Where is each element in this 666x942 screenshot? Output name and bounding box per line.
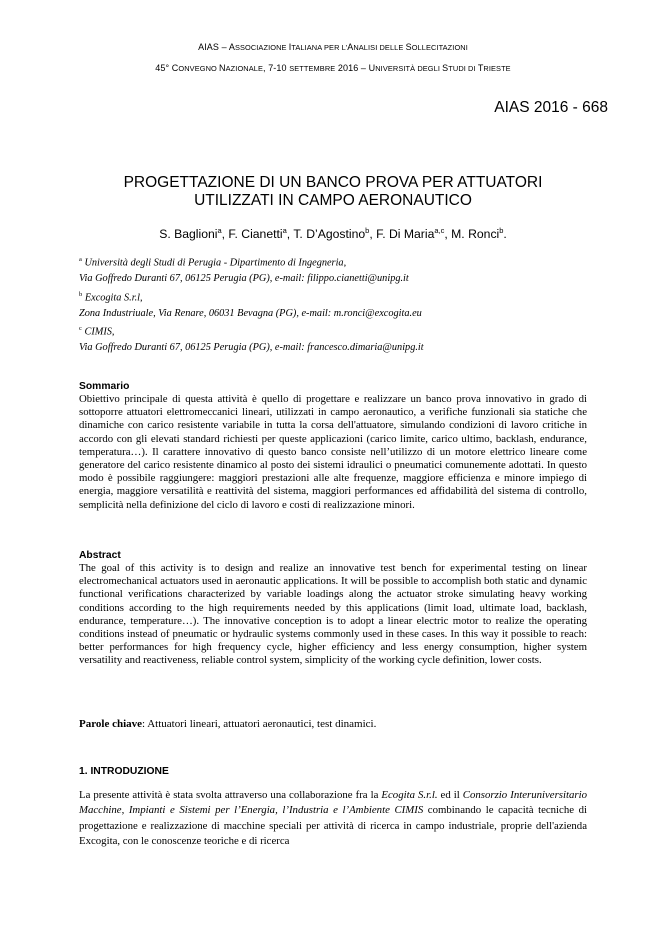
sommario-section	[79, 381, 587, 512]
author-list	[60, 226, 606, 241]
affiliation-line	[79, 252, 609, 271]
header-text: N	[219, 63, 226, 73]
intro-italic: Consorzio Interuniversitario Macchine, Impianti e Sistemi per l’Energia, l’Industria e l’Ambiente CIMIS	[79, 789, 587, 817]
affiliation-mark: a	[79, 256, 82, 263]
author-affil-mark: b	[499, 226, 504, 235]
header-text: I	[288, 42, 292, 52]
header-text: SSOCIAZIONE	[234, 43, 289, 52]
title-line: PROGETTAZIONE DI UN BANCO PROVA PER ATTUATORI	[123, 174, 543, 191]
affiliation-name: Excogita S.r.l,	[84, 292, 143, 304]
affiliation-line	[79, 321, 609, 340]
conference-header-line2	[0, 63, 666, 73]
header-text: A	[228, 42, 235, 52]
header-text: ONVEGNO	[178, 64, 220, 73]
header-text: AZIONALE	[225, 64, 263, 73]
header-text: RIESTE	[483, 64, 511, 73]
header-text: , 7-10	[263, 63, 290, 73]
intro-italic: Ecogita S.r.l.	[381, 789, 438, 801]
header-text: AIAS	[198, 42, 220, 52]
author-separator: ,	[286, 227, 294, 242]
affiliation-mark: c	[79, 325, 82, 333]
intro-text: ed il	[437, 789, 463, 801]
author-separator: ,	[444, 227, 452, 242]
header-text: TALIANA PER L’	[291, 43, 348, 52]
affiliation-name: Università degli Studi di Perugia - Dipartimento di Ingegneria,	[84, 257, 347, 269]
intro-text: combinando le capacità tecniche di progettazione e realizzazione di macchine speciali per attività di ricerca in campo industriale, proprie dell'azienda Excogita, con le conoscenze teoriche e di ricerca	[79, 804, 588, 848]
author-affil-mark: a	[217, 226, 222, 235]
intro-text: La presente attività è stata svolta attraverso una collaborazione fra la	[79, 789, 382, 801]
keywords	[79, 718, 587, 730]
author-name: S. Baglioni	[159, 227, 218, 242]
header-text: OLLECITAZIONI	[411, 43, 468, 52]
affiliation-mark: b	[79, 290, 83, 298]
header-text: SETTEMBRE	[289, 64, 336, 73]
sommario-heading: Sommario	[79, 381, 130, 392]
abstract-section	[79, 550, 587, 668]
author-affil-mark: a,c	[434, 226, 445, 235]
header-text: 2016	[335, 63, 361, 73]
affiliation-address: Via Goffredo Duranti 67, 06125 Perugia (PG), e-mail: filippo.cianetti@unipg.it	[79, 273, 409, 285]
header-text: TUDI DI	[448, 64, 478, 73]
author-name: T. D’Agostino	[293, 227, 366, 242]
header-text: –	[219, 42, 229, 52]
author-separator: .	[503, 227, 507, 242]
header-text: 45°	[155, 63, 172, 73]
author-affil-mark: a	[282, 226, 287, 235]
header-text: –	[360, 63, 369, 73]
abstract-heading: Abstract	[79, 550, 121, 561]
header-text: T	[477, 63, 484, 73]
affiliation-line	[79, 287, 609, 306]
paper-title	[60, 174, 606, 210]
paper-code: AIAS 2016 - 668	[494, 99, 608, 116]
keywords-label: Parole chiave	[79, 718, 143, 730]
affiliation-name: CIMIS,	[84, 326, 115, 338]
header-text: A	[347, 42, 354, 52]
header-text: S	[442, 63, 449, 73]
title-line: UTILIZZATI IN CAMPO AERONAUTICO	[194, 192, 472, 209]
conference-header-line1	[0, 42, 666, 52]
section-heading-introduzione: 1. INTRODUZIONE	[79, 766, 169, 777]
header-text: NIVERSITÀ DEGLI	[375, 64, 443, 73]
affiliations	[79, 252, 609, 356]
keywords-text: : Attuatori lineari, attuatori aeronautici, test dinamici.	[142, 718, 377, 730]
affiliation-address: Via Goffredo Duranti 67, 06125 Perugia (PG), e-mail: francesco.dimaria@unipg.it	[79, 342, 424, 354]
affiliation-address: Zona Industriuale, Via Renare, 06031 Bevagna (PG), e-mail: m.ronci@excogita.eu	[79, 307, 422, 319]
sommario-text: Obiettivo principale di questa attività è quello di progettare e realizzare un banco prova innovativo in grado di sottoporre attuatori elettromeccanici lineari, utilizzati in campo aeronautico, a verifiche funzionali sia statiche che dinamiche con carico resistente variabile in tutta la corsa dell'attuatore, simulando condizioni di lavoro critiche in accordo con gli elevati standard richiesti per queste applicazioni (carico limite, carico ultimo, backlash, endurance, temperatura…). Il carattere innovativo di questo banco consiste nell’utilizzo di un motore elettrico lineare come generatore del carico resistente dinamico al posto dei sistemi idraulici o pneumatici comunemente adottati. In questo modo è possibile raggiungere: maggiori prestazioni alle alte frequenze, maggiore efficienza e minore impiego di energia, maggiore versatilità e reattività del sistema, maggiori performances ed affidabilità del sistema di controllo, semplicità nella definizione del ciclo di lavoro e costi di realizzazione minori.	[79, 393, 587, 511]
header-text: U	[368, 63, 376, 73]
header-text: NALISI DELLE	[353, 43, 406, 52]
author-name: F. Di Maria	[376, 227, 435, 242]
header-text: S	[405, 42, 412, 52]
author-separator: ,	[221, 227, 229, 242]
abstract-text: The goal of this activity is to design and realize an innovative test bench for experimental testing on linear electromechanical actuators used in aeronautic applications. It will be possible to accomplish both static and dynamic functional verifications characterized by variable loadings along the actuator stroke simulating heavy working conditions according to the high requirements needed by this applications (limit load, ultimate load, backlash, endurance, temperature…). The innovative conception is to adopt a linear electric motor to realize the operating conditions instead of pneumatic or hydraulic systems commonly used in these cases. In this way it possible to reach: better performances for high frequency cycle, higher efficiency and less energy consumption, higher system versatility and reactiveness, reliable control system, simplicity of the working cycle definition, lower costs.	[79, 562, 587, 667]
header-text: C	[171, 63, 179, 73]
author-affil-mark: b	[365, 226, 370, 235]
author-name: M. Ronci	[451, 227, 500, 242]
intro-paragraph	[79, 788, 587, 850]
author-separator: ,	[369, 227, 377, 242]
author-name: F. Cianetti	[228, 227, 283, 242]
